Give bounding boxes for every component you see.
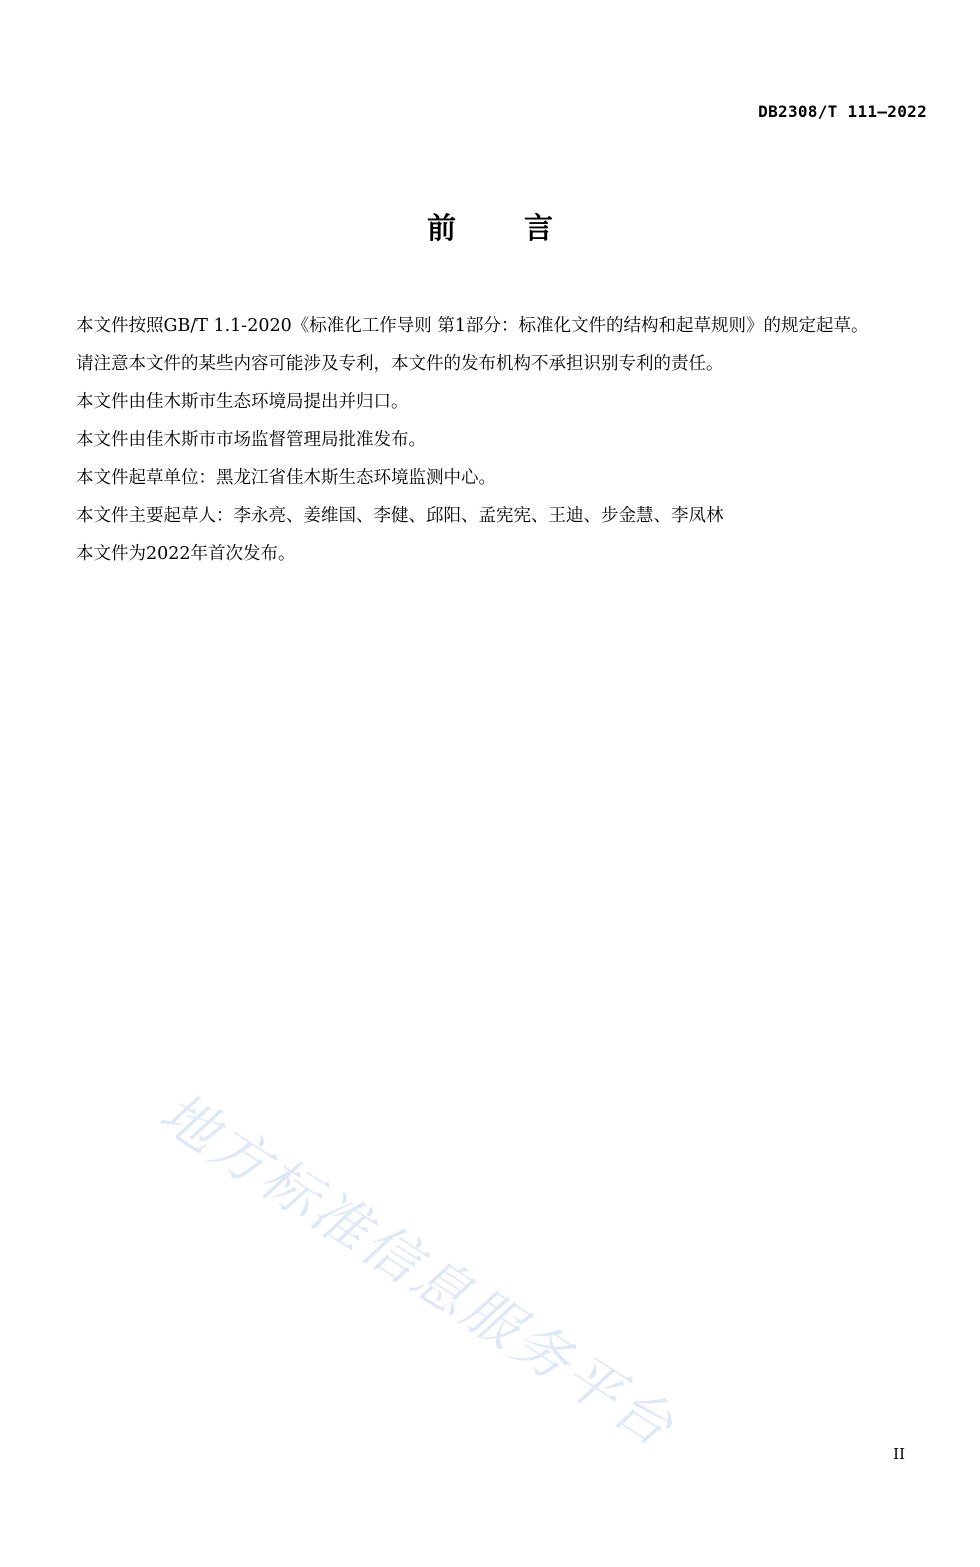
paragraph-approver: 本文件由佳木斯市市场监督管理局批准发布。 [76, 430, 426, 450]
preface-body [34, 307, 928, 573]
paragraph-drafters: 本文件主要起草人：李永亮、姜维国、李健、邱阳、孟宪宪、王迪、步金慧、李凤林 [76, 506, 724, 526]
paragraph-drafting-unit: 本文件起草单位：黑龙江省佳木斯生态环境监测中心。 [76, 468, 496, 488]
paragraph-release-info: 本文件为2022年首次发布。 [76, 544, 296, 564]
document-code: DB2308/T 111—2022 [758, 102, 927, 121]
paragraph-drafting-rules: 本文件按照GB/T 1.1-2020《标准化工作导则 第1部分：标准化文件的结构和起草规则》的规定起草。 [76, 316, 869, 336]
paragraph-proposer: 本文件由佳木斯市生态环境局提出并归口。 [76, 392, 409, 412]
watermark: 地方标准信息服务平台 [148, 1080, 687, 1462]
paragraph-patent-notice: 请注意本文件的某些内容可能涉及专利，本文件的发布机构不承担识别专利的责任。 [76, 354, 724, 374]
page-number: II [893, 1445, 905, 1463]
page-title: 前言 [426, 211, 621, 245]
